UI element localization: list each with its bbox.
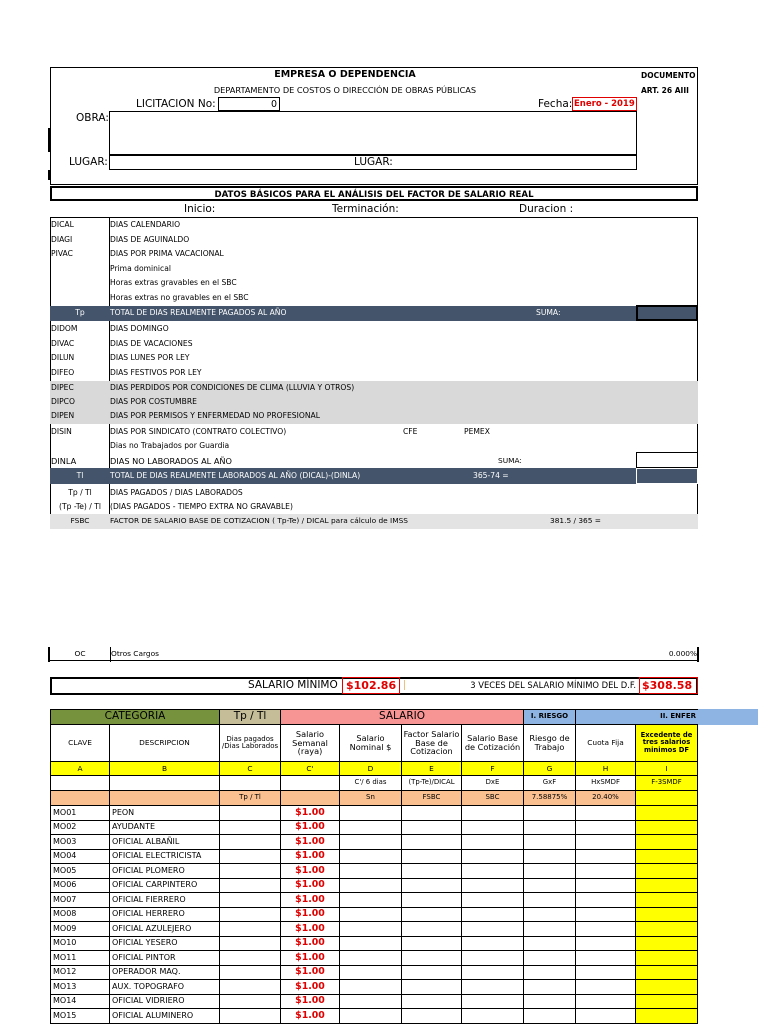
row-dipec: DIPEC DIAS PERDIDOS POR CONDICIONES DE CLIMA (LLUVIA Y OTROS) xyxy=(50,381,698,396)
table-cell[interactable] xyxy=(524,821,576,836)
descripcion-cell: OFICIAL ALUMINERO xyxy=(110,1009,220,1024)
excedente-cell[interactable] xyxy=(636,922,698,937)
table-cell[interactable] xyxy=(402,937,462,952)
table-cell[interactable] xyxy=(576,879,636,894)
table-cell[interactable] xyxy=(576,806,636,821)
table-cell[interactable] xyxy=(402,893,462,908)
row-fsbc: FSBC FACTOR DE SALARIO BASE DE COTIZACION ( Tp-Te) / DICAL para cálculo de IMSS 381.5 / 365 = xyxy=(50,514,698,529)
salario-semanal-cell[interactable]: $1.00 xyxy=(281,850,340,865)
table-cell[interactable] xyxy=(340,806,402,821)
dinla-sum-cell[interactable] xyxy=(636,452,698,468)
table-cell[interactable] xyxy=(462,980,524,995)
letter-cell: I xyxy=(636,762,698,776)
table-cell[interactable] xyxy=(340,937,402,952)
sub-cell: Sn xyxy=(340,791,402,806)
descripcion-cell: OFICIAL VIDRIERO xyxy=(110,995,220,1010)
col-dias: Dias pagados /Dias Laborados xyxy=(220,725,281,762)
obra-label: OBRA: xyxy=(76,112,109,124)
group-enfermedad: II. ENFER xyxy=(576,710,698,725)
table-cell[interactable] xyxy=(462,908,524,923)
salario-semanal-cell[interactable]: $1.00 xyxy=(281,1009,340,1024)
table-cell[interactable] xyxy=(576,821,636,836)
fecha-label: Fecha: xyxy=(538,98,573,110)
table-cell[interactable] xyxy=(524,966,576,981)
letter-cell: B xyxy=(110,762,220,776)
excedente-cell[interactable] xyxy=(636,864,698,879)
table-cell[interactable] xyxy=(524,879,576,894)
formula-cell: GxF xyxy=(524,776,576,791)
letter-cell: H xyxy=(576,762,636,776)
descripcion-cell: OFICIAL HERRERO xyxy=(110,908,220,923)
table-cell[interactable] xyxy=(402,951,462,966)
row-pivac: PIVAC DIAS POR PRIMA VACACIONAL xyxy=(51,249,224,258)
row-tp-total: Tp TOTAL DE DIAS REALMENTE PAGADOS AL AÑO SUMA: xyxy=(50,306,698,321)
oc-divider xyxy=(110,647,111,662)
table-cell[interactable] xyxy=(340,995,402,1010)
clave-cell: MO01 xyxy=(51,806,110,821)
table-cell[interactable] xyxy=(576,893,636,908)
table-cell[interactable] xyxy=(576,835,636,850)
table-cell[interactable] xyxy=(576,966,636,981)
descripcion-cell: OFICIAL YESERO xyxy=(110,937,220,952)
row-dilun: DILUN DIAS LUNES POR LEY xyxy=(51,353,190,362)
sub-cell xyxy=(636,791,698,806)
table-cell[interactable] xyxy=(524,995,576,1010)
table-cell[interactable] xyxy=(220,937,281,952)
table-cell[interactable] xyxy=(340,821,402,836)
table-cell[interactable] xyxy=(402,1009,462,1024)
table-cell[interactable] xyxy=(524,951,576,966)
table-cell[interactable] xyxy=(462,951,524,966)
table-cell[interactable] xyxy=(462,835,524,850)
row-prima: Prima dominical xyxy=(110,264,171,273)
row-dipen: DIPEN DIAS POR PERMISOS Y ENFERMEDAD NO PROFESIONAL xyxy=(50,409,698,424)
clave-cell: MO08 xyxy=(51,908,110,923)
table-cell[interactable] xyxy=(462,850,524,865)
table-cell[interactable] xyxy=(220,1009,281,1024)
table-cell[interactable] xyxy=(576,908,636,923)
table-cell[interactable] xyxy=(576,951,636,966)
descripcion-cell: OPERADOR MAQ. xyxy=(110,966,220,981)
excedente-cell[interactable] xyxy=(636,1009,698,1024)
row-guardia: Dias no Trabajados por Guardia xyxy=(110,441,230,450)
row-disin: DISIN DIAS POR SINDICATO (CONTRATO COLECTIVO) CFE PEMEX xyxy=(51,427,490,436)
col-cuota-fija: Cuota Fija xyxy=(576,725,636,762)
excedente-cell[interactable] xyxy=(636,893,698,908)
table-cell[interactable] xyxy=(462,937,524,952)
sub-cell xyxy=(281,791,340,806)
clave-cell: MO05 xyxy=(51,864,110,879)
table-cell[interactable] xyxy=(340,951,402,966)
table-cell[interactable] xyxy=(524,893,576,908)
table-cell[interactable] xyxy=(402,995,462,1010)
table-cell[interactable] xyxy=(402,821,462,836)
col-salario-semanal: Salario Semanal (raya) xyxy=(281,725,340,762)
table-cell[interactable] xyxy=(576,1009,636,1024)
descripcion-cell: AYUDANTE xyxy=(110,821,220,836)
letter-cell: F xyxy=(462,762,524,776)
row-tpte-tl: (Tp -Te) / Tl (DIAS PAGADOS - TIEMPO EXTRA NO GRAVABLE) xyxy=(59,502,293,511)
oc-row: OC Otros Cargos 0.000% xyxy=(50,647,698,661)
letter-cell: C' xyxy=(281,762,340,776)
licitacion-input[interactable]: 0 xyxy=(218,97,280,111)
table-cell[interactable] xyxy=(340,908,402,923)
salario-semanal-cell[interactable]: $1.00 xyxy=(281,879,340,894)
excedente-cell[interactable] xyxy=(636,980,698,995)
clave-cell: MO13 xyxy=(51,980,110,995)
group-riesgo: I. RIESGO xyxy=(524,710,576,725)
table-cell[interactable] xyxy=(340,835,402,850)
formula-cell xyxy=(51,776,110,791)
table-cell[interactable] xyxy=(402,864,462,879)
table-cell[interactable] xyxy=(576,864,636,879)
tl-result-cell[interactable] xyxy=(636,468,698,484)
sub-cell xyxy=(51,791,110,806)
table-cell[interactable] xyxy=(220,879,281,894)
table-cell[interactable] xyxy=(524,980,576,995)
table-cell[interactable] xyxy=(462,806,524,821)
salario-semanal-cell[interactable]: $1.00 xyxy=(281,864,340,879)
table-cell[interactable] xyxy=(340,1009,402,1024)
excedente-cell[interactable] xyxy=(636,937,698,952)
row-didom: DIDOM DIAS DOMINGO xyxy=(51,324,169,333)
col-sbc: Salario Base de Cotización xyxy=(462,725,524,762)
row-horas-nograv: Horas extras no gravables en el SBC xyxy=(110,293,249,302)
row-tp-tl: Tp / Tl DIAS PAGADOS / DIAS LABORADOS xyxy=(68,488,243,497)
row-diagi: DIAGI DIAS DE AGUINALDO xyxy=(51,235,190,244)
article-label: ART. 26 AIII xyxy=(641,86,689,95)
excedente-cell[interactable] xyxy=(636,966,698,981)
table-cell[interactable] xyxy=(220,966,281,981)
row-tl-total: Tl TOTAL DE DIAS REALMENTE LABORADOS AL AÑO (DICAL)-(DINLA) 365-74 = xyxy=(50,468,698,484)
table-cell[interactable] xyxy=(462,879,524,894)
table-cell[interactable] xyxy=(220,980,281,995)
fecha-input[interactable]: Enero - 2019 xyxy=(572,97,637,111)
document-label: DOCUMENTO xyxy=(641,71,696,80)
sub-cell: Tp / Tl xyxy=(220,791,281,806)
table-cell[interactable] xyxy=(524,937,576,952)
salario-semanal-cell[interactable]: $1.00 xyxy=(281,893,340,908)
salario-semanal-cell[interactable]: $1.00 xyxy=(281,922,340,937)
table-cell[interactable] xyxy=(220,893,281,908)
sub-cell: 20.40% xyxy=(576,791,636,806)
table-cell[interactable] xyxy=(220,806,281,821)
descripcion-cell: OFICIAL ALBAÑIL xyxy=(110,835,220,850)
salario-semanal-cell[interactable]: $1.00 xyxy=(281,937,340,952)
table-cell[interactable] xyxy=(220,835,281,850)
table-cell[interactable] xyxy=(402,966,462,981)
table-cell[interactable] xyxy=(220,908,281,923)
formula-cell xyxy=(110,776,220,791)
descripcion-cell: OFICIAL FIERRERO xyxy=(110,893,220,908)
sub-cell: 7.58875% xyxy=(524,791,576,806)
table-cell[interactable] xyxy=(340,864,402,879)
duracion-label: Duracion : xyxy=(519,203,574,215)
clave-cell: MO06 xyxy=(51,879,110,894)
sub-cell: SBC xyxy=(462,791,524,806)
excedente-cell[interactable] xyxy=(636,908,698,923)
formula-cell: HxSMDF xyxy=(576,776,636,791)
table-cell[interactable] xyxy=(340,966,402,981)
col-salario-nominal: Salario Nominal $ xyxy=(340,725,402,762)
letter-cell: C xyxy=(220,762,281,776)
table-cell[interactable] xyxy=(220,951,281,966)
descripcion-cell: OFICIAL CARPINTERO xyxy=(110,879,220,894)
table-cell[interactable] xyxy=(462,893,524,908)
department-title: DEPARTAMENTO DE COSTOS O DIRECCIÓN DE OBRAS PÚBLICAS xyxy=(213,85,477,95)
col-riesgo: Riesgo de Trabajo xyxy=(524,725,576,762)
table-cell[interactable] xyxy=(340,922,402,937)
clave-cell: MO11 xyxy=(51,951,110,966)
table-cell[interactable] xyxy=(340,980,402,995)
group-salario: SALARIO xyxy=(281,710,524,725)
table-cell[interactable] xyxy=(462,922,524,937)
oc-left-mark xyxy=(48,647,50,662)
table-cell[interactable] xyxy=(576,850,636,865)
obra-input[interactable] xyxy=(109,111,637,155)
salario-semanal-cell[interactable]: $1.00 xyxy=(281,806,340,821)
salario-semanal-cell[interactable]: $1.00 xyxy=(281,966,340,981)
excedente-cell[interactable] xyxy=(636,835,698,850)
formula-cell: (Tp-Te)/DICAL xyxy=(402,776,462,791)
clave-cell: MO02 xyxy=(51,821,110,836)
salario-semanal-cell[interactable]: $1.00 xyxy=(281,821,340,836)
company-title: EMPRESA O DEPENDENCIA xyxy=(274,69,416,80)
excedente-cell[interactable] xyxy=(636,951,698,966)
tres-salarios-label: 3 VECES DEL SALARIO MÍNIMO DEL D.F. xyxy=(404,680,637,690)
row-dinla: DINLA DIAS NO LABORADOS AL AÑO SUMA: xyxy=(51,456,522,466)
descripcion-cell: OFICIAL ELECTRICISTA xyxy=(110,850,220,865)
table-cell[interactable] xyxy=(402,806,462,821)
salario-semanal-cell[interactable]: $1.00 xyxy=(281,951,340,966)
clave-cell: MO03 xyxy=(51,835,110,850)
table-cell[interactable] xyxy=(220,850,281,865)
group-categoria: CATEGORIA xyxy=(51,710,220,725)
table-cell[interactable] xyxy=(576,995,636,1010)
formula-cell: F-3SMDF xyxy=(636,776,698,791)
descripcion-cell: OFICIAL PINTOR xyxy=(110,951,220,966)
table-cell[interactable] xyxy=(220,821,281,836)
row-dical: DICAL DIAS CALENDARIO xyxy=(51,220,181,229)
table-cell[interactable] xyxy=(524,1009,576,1024)
table-cell[interactable] xyxy=(524,922,576,937)
descripcion-cell: AUX. TOPOGRAFO xyxy=(110,980,220,995)
clave-cell: MO10 xyxy=(51,937,110,952)
salario-semanal-cell[interactable]: $1.00 xyxy=(281,995,340,1010)
table-cell[interactable] xyxy=(402,835,462,850)
table-cell[interactable] xyxy=(524,908,576,923)
table-cell[interactable] xyxy=(462,864,524,879)
lugar-label: LUGAR: xyxy=(69,156,108,168)
excedente-cell[interactable] xyxy=(636,995,698,1010)
sub-cell: FSBC xyxy=(402,791,462,806)
table-cell[interactable] xyxy=(524,850,576,865)
table-cell[interactable] xyxy=(402,922,462,937)
table-cell[interactable] xyxy=(402,850,462,865)
salario-semanal-cell[interactable]: $1.00 xyxy=(281,908,340,923)
datos-title-box: DATOS BÁSICOS PARA EL ANÁLISIS DEL FACTOR DE SALARIO REAL xyxy=(50,186,698,201)
table-cell[interactable] xyxy=(220,864,281,879)
table-cell[interactable] xyxy=(524,806,576,821)
terminacion-label: Terminación: xyxy=(332,203,399,215)
formula-cell xyxy=(281,776,340,791)
table-cell[interactable] xyxy=(462,966,524,981)
clave-cell: MO14 xyxy=(51,995,110,1010)
group-tp-tl: Tp / Tl xyxy=(220,710,281,725)
excedente-cell[interactable] xyxy=(636,850,698,865)
clave-cell: MO04 xyxy=(51,850,110,865)
col-clave: CLAVE xyxy=(51,725,110,762)
clave-cell: MO09 xyxy=(51,922,110,937)
row-difeo: DIFEO DIAS FESTIVOS POR LEY xyxy=(51,368,202,377)
table-cell[interactable] xyxy=(462,1009,524,1024)
col-factor: Factor Salario Base de Cotizacion xyxy=(402,725,462,762)
table-cell[interactable] xyxy=(576,922,636,937)
descripcion-cell: PEON xyxy=(110,806,220,821)
table-cell[interactable] xyxy=(462,995,524,1010)
letter-cell: E xyxy=(402,762,462,776)
excedente-cell[interactable] xyxy=(636,806,698,821)
table-cell[interactable] xyxy=(402,879,462,894)
lugar-center-label: LUGAR: xyxy=(354,156,393,168)
clave-cell: MO07 xyxy=(51,893,110,908)
table-cell[interactable] xyxy=(402,908,462,923)
descripcion-cell: OFICIAL PLOMERO xyxy=(110,864,220,879)
letter-cell: A xyxy=(51,762,110,776)
table-cell[interactable] xyxy=(576,937,636,952)
table-cell[interactable] xyxy=(340,893,402,908)
salario-minimo-label: SALARIO MÍNIMO xyxy=(248,679,338,691)
blue-overflow-band xyxy=(698,709,758,725)
row-dipco: DIPCO DIAS POR COSTUMBRE xyxy=(50,395,698,410)
clave-cell: MO15 xyxy=(51,1009,110,1024)
salario-semanal-cell[interactable]: $1.00 xyxy=(281,980,340,995)
letter-cell: G xyxy=(524,762,576,776)
formula-cell: C'/ 6 dias xyxy=(340,776,402,791)
col-excedente: Excedente de tres salarios minimos DF xyxy=(636,725,698,762)
inicio-label: Inicio: xyxy=(184,203,216,215)
letter-cell: D xyxy=(340,762,402,776)
excedente-cell[interactable] xyxy=(636,879,698,894)
salario-minimo-value[interactable]: $102.86 xyxy=(342,677,400,694)
row-divac: DIVAC DIAS DE VACACIONES xyxy=(51,339,193,348)
descripcion-cell: OFICIAL AZULEJERO xyxy=(110,922,220,937)
left-edge-mark xyxy=(48,128,50,152)
table-cell[interactable] xyxy=(220,995,281,1010)
formula-cell xyxy=(220,776,281,791)
tres-salarios-value[interactable]: $308.58 xyxy=(639,677,698,694)
table-cell[interactable] xyxy=(576,980,636,995)
licitacion-label: LICITACION No: xyxy=(136,98,216,110)
sub-cell xyxy=(110,791,220,806)
col-descripcion: DESCRIPCION xyxy=(110,725,220,762)
row-horas-grav: Horas extras gravables en el SBC xyxy=(110,278,237,287)
formula-cell: DxE xyxy=(462,776,524,791)
table-cell[interactable] xyxy=(524,835,576,850)
clave-cell: MO12 xyxy=(51,966,110,981)
table-cell[interactable] xyxy=(462,821,524,836)
tp-sum-cell[interactable] xyxy=(636,305,698,321)
table-cell[interactable] xyxy=(524,864,576,879)
table-cell[interactable] xyxy=(340,879,402,894)
table-cell[interactable] xyxy=(220,922,281,937)
salario-semanal-cell[interactable]: $1.00 xyxy=(281,835,340,850)
left-edge-mark-2 xyxy=(48,170,50,180)
table-cell[interactable] xyxy=(402,980,462,995)
table-cell[interactable] xyxy=(340,850,402,865)
excedente-cell[interactable] xyxy=(636,821,698,836)
oc-right-mark xyxy=(697,647,699,662)
